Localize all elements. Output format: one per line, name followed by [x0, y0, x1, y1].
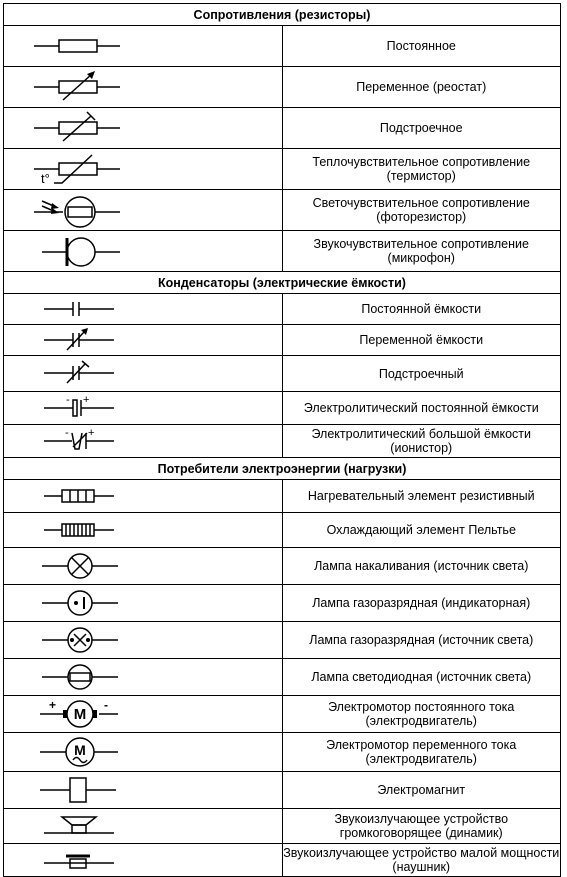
symbol-cell [4, 425, 283, 458]
description-cell: Охлаждающий элемент Пельтье [282, 513, 561, 548]
description-cell: Лампа накаливания (источник света) [282, 548, 561, 585]
thermistor-icon [4, 149, 146, 189]
symbol-cell [4, 844, 283, 877]
supercapacitor-icon [4, 425, 146, 457]
peltier-element-icon [4, 513, 146, 547]
table-row [4, 356, 561, 392]
table-row [4, 26, 561, 67]
capacitor-fixed-icon [4, 294, 146, 324]
table-row [4, 108, 561, 149]
description-cell: Электролитический большой ёмкости (ионистор) [282, 425, 561, 458]
earphone-icon [4, 844, 146, 876]
description-cell: Подстроечное [282, 108, 561, 149]
symbol-cell [4, 325, 283, 356]
symbol-cell [4, 513, 283, 548]
table-row [4, 696, 561, 733]
section-header-loads [4, 458, 561, 480]
symbol-cell [4, 392, 283, 425]
section-title: Сопротивления (резисторы) [4, 4, 561, 26]
plus-label: + [88, 427, 95, 439]
electromagnet-icon [4, 772, 146, 808]
symbol-cell [4, 585, 283, 622]
symbol-cell [4, 733, 283, 772]
symbol-cell [4, 809, 283, 844]
symbol-cell [4, 67, 283, 108]
description-cell: Нагревательный элемент резистивный [282, 480, 561, 513]
capacitor-variable-icon [4, 325, 146, 355]
capacitor-trimmer-icon [4, 356, 146, 391]
description-cell: Звукоизлучающее устройство малой мощности (наушник) [282, 844, 561, 877]
table-row [4, 622, 561, 659]
symbol-cell [4, 480, 283, 513]
symbol-cell [4, 26, 283, 67]
table-row [4, 190, 561, 231]
description-cell: Переменной ёмкости [282, 325, 561, 356]
description-cell: Звукочувствительное сопротивление (микрофон) [282, 231, 561, 272]
thermistor-label: t° [41, 171, 50, 186]
capacitor-electrolytic-icon [4, 392, 146, 424]
description-cell: Лампа газоразрядная (источник света) [282, 622, 561, 659]
description-cell: Электромотор переменного тока (электродвигатель) [282, 733, 561, 772]
table-row [4, 513, 561, 548]
plus-label: + [49, 698, 57, 712]
table-row [4, 772, 561, 809]
table-row [4, 149, 561, 190]
symbol-cell [4, 696, 283, 733]
table-row [4, 294, 561, 325]
resistor-fixed-icon [4, 26, 146, 66]
description-cell: Постоянной ёмкости [282, 294, 561, 325]
incandescent-lamp-icon [4, 548, 146, 584]
symbol-cell [4, 548, 283, 585]
table-row [4, 548, 561, 585]
symbol-cell [4, 356, 283, 392]
minus-label: - [104, 698, 108, 712]
table-row [4, 325, 561, 356]
minus-label: - [65, 427, 69, 439]
table-row [4, 392, 561, 425]
description-cell: Электромотор постоянного тока (электродвигатель) [282, 696, 561, 733]
table-row [4, 425, 561, 458]
table-row [4, 659, 561, 696]
table-row [4, 231, 561, 272]
microphone-icon [4, 231, 146, 271]
description-cell: Светочувствительное сопротивление (фоторезистор) [282, 190, 561, 231]
description-cell: Лампа газоразрядная (индикаторная) [282, 585, 561, 622]
symbols-table [3, 3, 561, 877]
ac-motor-icon [4, 733, 146, 771]
heating-element-icon [4, 480, 146, 512]
section-title: Конденсаторы (электрические ёмкости) [4, 272, 561, 294]
motor-label: M [73, 706, 87, 723]
symbol-cell [4, 108, 283, 149]
symbol-cell [4, 231, 283, 272]
led-lamp-icon [4, 659, 146, 695]
table-row [4, 585, 561, 622]
symbol-cell [4, 622, 283, 659]
description-cell: Звукоизлучающее устройство громкоговорящее (динамик) [282, 809, 561, 844]
section-header-resistors [4, 4, 561, 26]
section-header-capacitors [4, 272, 561, 294]
plus-label: + [83, 394, 90, 406]
table-row [4, 844, 561, 877]
resistor-trimmer-icon [4, 108, 146, 148]
symbol-cell [4, 772, 283, 809]
loudspeaker-icon [4, 809, 146, 843]
description-cell: Теплочувствительное сопротивление (термистор) [282, 149, 561, 190]
table-row [4, 733, 561, 772]
table-row [4, 809, 561, 844]
symbol-cell [4, 149, 283, 190]
dc-motor-icon [4, 696, 146, 732]
description-cell: Электролитический постоянной ёмкости [282, 392, 561, 425]
description-cell: Переменное (реостат) [282, 67, 561, 108]
table-row [4, 480, 561, 513]
description-cell: Подстроечный [282, 356, 561, 392]
symbol-cell [4, 659, 283, 696]
table-row [4, 67, 561, 108]
section-title: Потребители электроэнергии (нагрузки) [4, 458, 561, 480]
gas-discharge-lamp-icon [4, 622, 146, 658]
minus-label: - [66, 394, 70, 406]
symbol-cell [4, 294, 283, 325]
gas-discharge-indicator-icon [4, 585, 146, 621]
description-cell: Электромагнит [282, 772, 561, 809]
resistor-variable-icon [4, 67, 146, 107]
symbol-cell [4, 190, 283, 231]
description-cell: Постоянное [282, 26, 561, 67]
motor-label: M [74, 742, 86, 758]
description-cell: Лампа светодиодная (источник света) [282, 659, 561, 696]
photoresistor-icon [4, 190, 146, 230]
